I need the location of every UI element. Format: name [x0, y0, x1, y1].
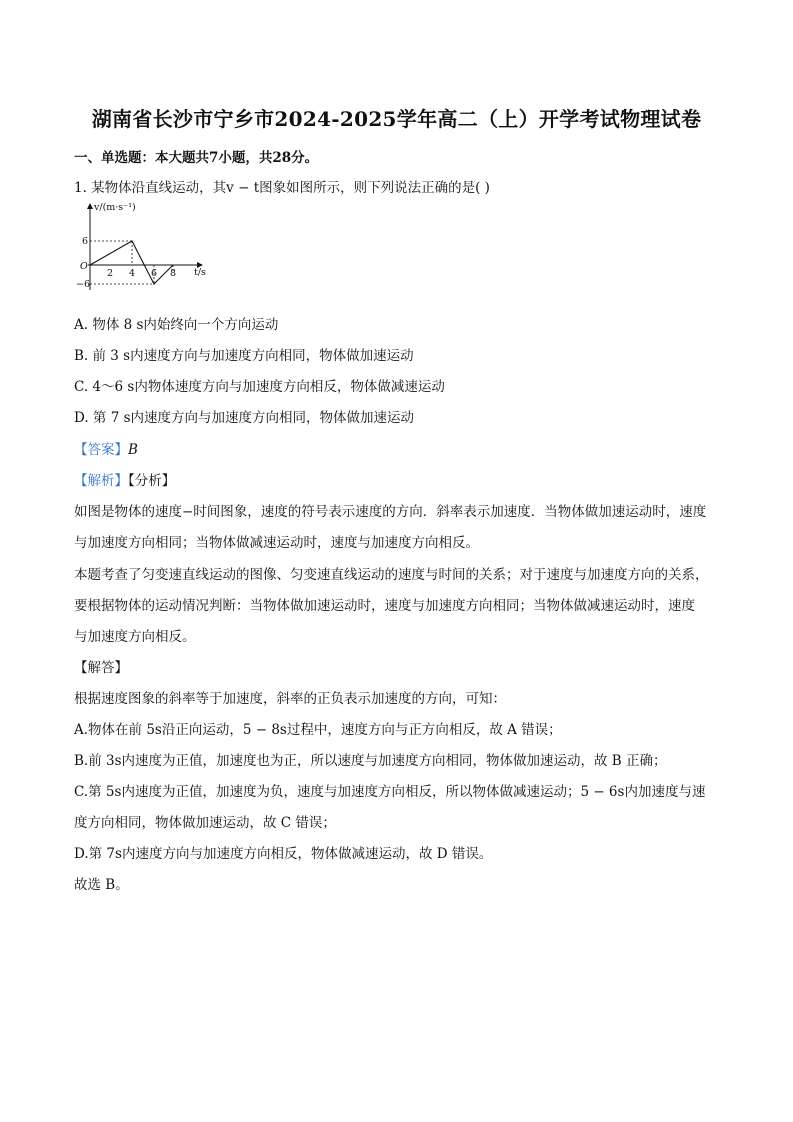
solution-line: 度方向相同，物体做加速运动，故 C 错误；: [74, 815, 336, 831]
solution-line: C.第 5s内速度为正值，加速度为负，速度与加速度方向相反，所以物体做减速运动；5 − 6s内加速度与速: [74, 784, 706, 800]
solution-line: 故选 B。: [74, 877, 129, 893]
origin-label: O: [80, 261, 88, 272]
vt-graph: [70, 198, 220, 298]
analysis-line: 与加速度方向相同；当物体做减速运动时，速度与加速度方向相反。: [74, 535, 479, 551]
x-axis-label: t/s: [194, 267, 206, 278]
y-tick-label: −6: [76, 279, 91, 290]
x-tick-label: 2: [107, 268, 114, 279]
solution-line: A.物体在前 5s沿正向运动，5 − 8s过程中，速度方向与正方向相反，故 A 错误；: [74, 722, 562, 738]
option-d: D. 第 7 s内速度方向与加速度方向相同，物体做加速运动: [74, 410, 415, 426]
x-tick-label: 8: [170, 268, 177, 279]
page-title: 湖南省长沙市宁乡市2024-2025学年高二（上）开学考试物理试卷: [91, 107, 702, 131]
analysis-line: 要根据物体的运动情况判断：当物体做加速运动时，速度与加速度方向相同；当物体做减速运动时，速度: [74, 598, 695, 614]
analysis-tag: 【解析】: [74, 473, 128, 489]
solution-tag: 【解答】: [74, 660, 128, 676]
analysis-line: 与加速度方向相反。: [74, 629, 196, 645]
analysis-heading: [74, 469, 175, 489]
solution-line: D.第 7s内速度方向与加速度方向相反，物体做减速运动，故 D 错误。: [74, 846, 493, 862]
y-tick-label: 6: [82, 236, 89, 247]
option-c: C. 4～6 s内物体速度方向与加速度方向相反，物体做减速运动: [74, 379, 445, 395]
x-tick-label: 4: [129, 268, 136, 279]
answer-tag: 【答案】: [74, 442, 128, 458]
section-heading: 一、单选题：本大题共7小题，共28分。: [74, 150, 319, 166]
answer-line: [74, 438, 138, 458]
y-axis-label: v/(m·s⁻¹): [94, 202, 136, 213]
analysis-line: 本题考查了匀变速直线运动的图像、匀变速直线运动的速度与时间的关系；对于速度与加速度方向的关系，: [74, 567, 709, 583]
solution-line: 根据速度图象的斜率等于加速度，斜率的正负表示加速度的方向，可知：: [74, 691, 506, 707]
analysis-line: 如图是物体的速度−时间图象，速度的符号表示速度的方向．斜率表示加速度．当物体做加速运动时，速度: [74, 504, 707, 520]
question-stem: 1. 某物体沿直线运动，其v − t图象如图所示，则下列说法正确的是( ): [74, 180, 490, 196]
x-tick-label: 6: [151, 268, 158, 279]
option-b: B. 前 3 s内速度方向与加速度方向相同，物体做加速运动: [74, 348, 414, 364]
solution-line: B.前 3s内速度为正值，加速度也为正，所以速度与加速度方向相同，物体做加速运动，故 B 正确；: [74, 753, 667, 769]
analysis-sub-tag: 【分析】: [128, 473, 176, 489]
option-a: A. 物体 8 s内始终向一个方向运动: [74, 317, 279, 333]
answer-value: B: [128, 442, 138, 458]
